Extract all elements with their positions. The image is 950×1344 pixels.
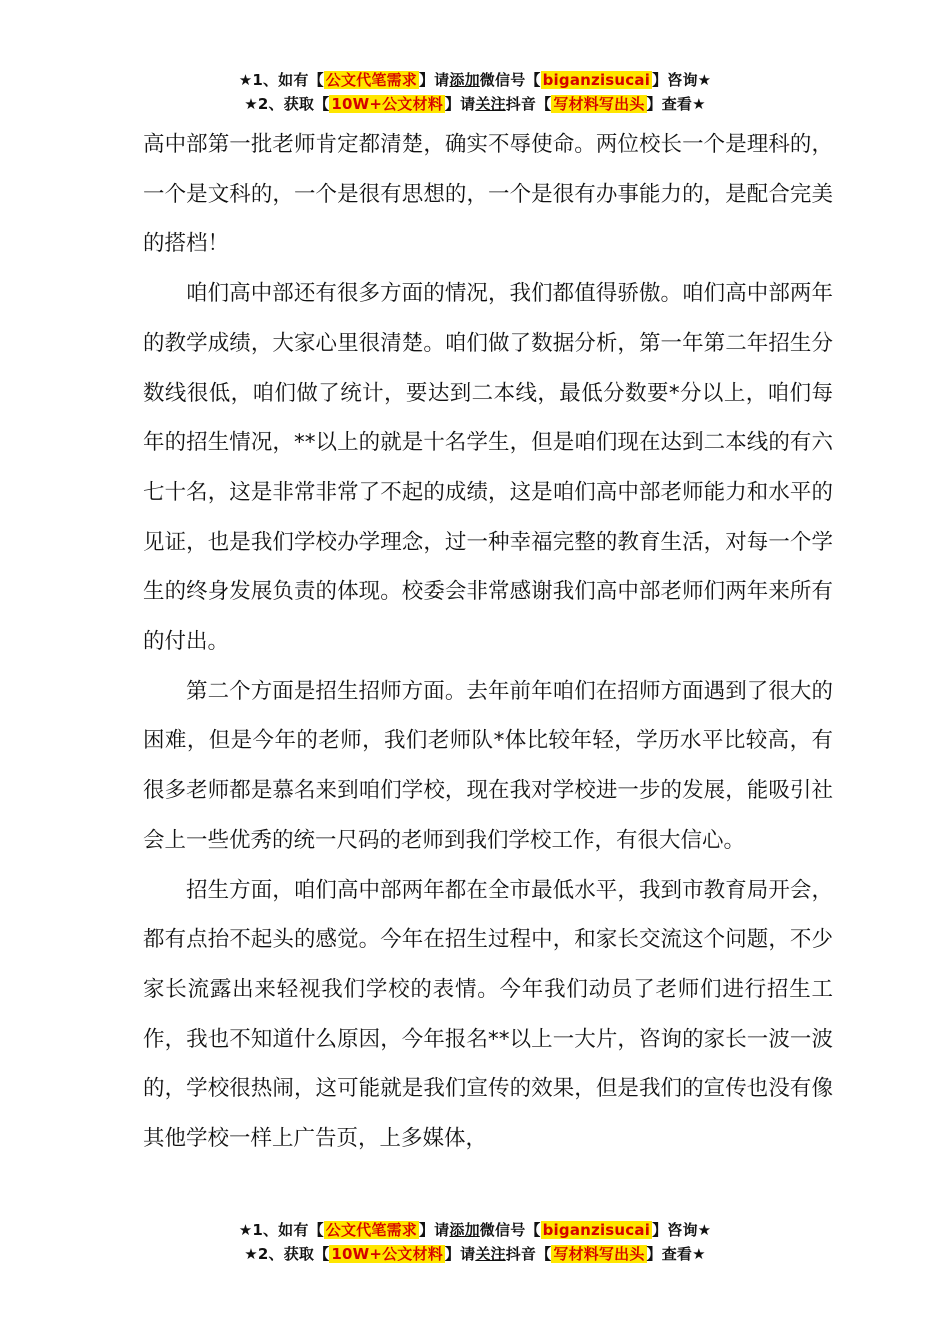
banner-text: ★1、如有【 xyxy=(238,71,324,89)
banner-text: 抖音【 xyxy=(505,95,552,113)
footer-banner xyxy=(0,1218,950,1266)
banner-text: 】请 xyxy=(418,71,450,89)
banner-text: 微信号【 xyxy=(479,1221,541,1239)
banner-text: 】请 xyxy=(444,1245,476,1263)
banner-text: ★1、如有【 xyxy=(238,1221,324,1239)
paragraph-1: 高中部第一批老师肯定都清楚，确实不辱使命。两位校长一个是理科的，一个是文科的，一个是很有思想的，一个是很有办事能力的，是配合完美的搭档！ xyxy=(143,132,833,257)
banner-highlight: 10W+公文材料 xyxy=(331,95,443,113)
banner-underlined-text: 添加 xyxy=(449,1221,480,1239)
banner-highlight: 公文代笔需求 xyxy=(325,1221,417,1239)
paragraph-3: 第二个方面是招生招师方面。去年前年咱们在招师方面遇到了很大的困难，但是今年的老师，我们老师队*体比较年轻，学历水平比较高，有很多老师都是慕名来到咱们学校，现在我对学校进一步的发展，能吸引社会上一些优秀的统一尺码的老师到我们学校工作，有很大信心。 xyxy=(143,678,833,853)
banner-text: 】查看★ xyxy=(646,95,706,113)
banner-text: 】请 xyxy=(418,1221,450,1239)
banner-highlight: biganzisucai xyxy=(542,1221,651,1239)
banner-text: 】咨询★ xyxy=(652,1221,712,1239)
banner-text: 】咨询★ xyxy=(652,71,712,89)
banner-highlight: biganzisucai xyxy=(542,71,651,89)
header-banner xyxy=(0,68,950,116)
banner-highlight: 写材料写出头 xyxy=(553,1245,645,1263)
paragraph-4: 招生方面，咱们高中部两年都在全市最低水平，我到市教育局开会，都有点抬不起头的感觉。今年在招生过程中，和家长交流这个问题，不少家长流露出来轻视我们学校的表情。今年我们动员了老师们进行招生工作，我也不知道什么原因，今年报名**以上一大片，咨询的家长一波一波的，学校很热闹，这可能就是我们宣传的效果，但是我们的宣传也没有像其他学校一样上广告页，上多媒体， xyxy=(143,877,833,1152)
banner-line-1 xyxy=(0,68,950,92)
banner-highlight: 10W+公文材料 xyxy=(331,1245,443,1263)
banner-highlight: 写材料写出头 xyxy=(553,95,645,113)
banner-text: 抖音【 xyxy=(505,1245,552,1263)
banner-underlined-text: 添加 xyxy=(449,71,480,89)
banner-text: 】请 xyxy=(444,95,476,113)
banner-underlined-text: 关注 xyxy=(475,1245,506,1263)
banner-text: 微信号【 xyxy=(479,71,541,89)
banner-text: ★2、获取【 xyxy=(244,95,330,113)
banner-text: 】查看★ xyxy=(646,1245,706,1263)
banner-text: ★2、获取【 xyxy=(244,1245,330,1263)
banner-line-2 xyxy=(0,92,950,116)
banner-line-2 xyxy=(0,1242,950,1266)
banner-highlight: 公文代笔需求 xyxy=(325,71,417,89)
banner-underlined-text: 关注 xyxy=(475,95,506,113)
paragraph-2: 咱们高中部还有很多方面的情况，我们都值得骄傲。咱们高中部两年的教学成绩，大家心里很清楚。咱们做了数据分析，第一年第二年招生分数线很低，咱们做了统计，要达到二本线，最低分数要*分以上，咱们每年的招生情况，**以上的就是十名学生，但是咱们现在达到二本线的有六七十名，这是非常非常了不起的成绩，这是咱们高中部老师能力和水平的见证，也是我们学校办学理念，过一种幸福完整的教育生活，对每一个学生的终身发展负责的体现。校委会非常感谢我们高中部老师们两年来所有的付出。 xyxy=(143,281,833,655)
banner-line-1 xyxy=(0,1218,950,1242)
document-body xyxy=(143,120,833,1164)
